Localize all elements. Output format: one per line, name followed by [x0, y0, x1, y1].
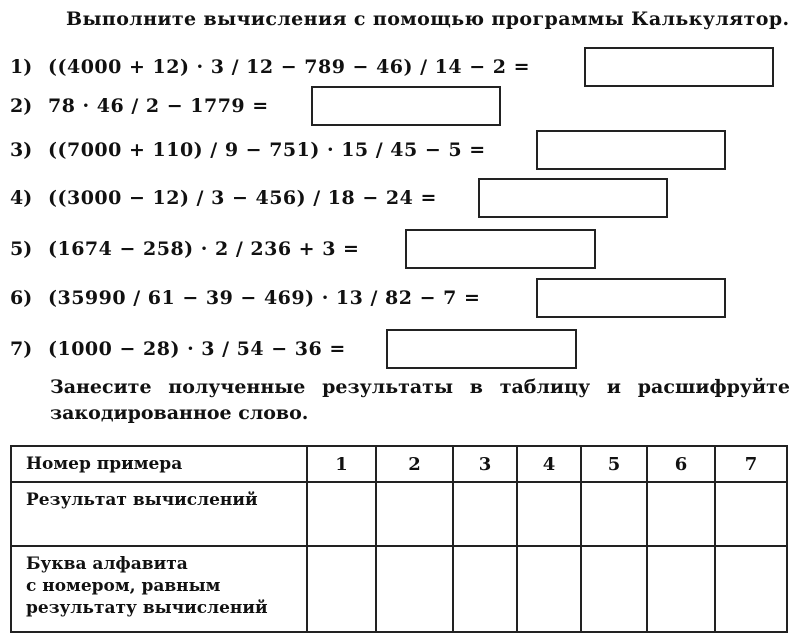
result-row-label: Результат вычислений: [11, 482, 307, 546]
result-cell[interactable]: [307, 482, 376, 546]
task-expression: (35990 / 61 − 39 − 469) · 13 / 82 − 7 =: [48, 287, 481, 309]
result-cell[interactable]: [715, 482, 787, 546]
letter-cell[interactable]: [307, 546, 376, 632]
column-number: 1: [307, 446, 376, 482]
page-title: Выполните вычисления с помощью программы Калькулятор.: [66, 8, 790, 30]
instructions: [50, 374, 790, 426]
result-cell[interactable]: [453, 482, 517, 546]
letter-row-label: [11, 546, 307, 632]
result-cell[interactable]: [376, 482, 453, 546]
result-cell[interactable]: [647, 482, 715, 546]
task-number: 2): [10, 95, 33, 117]
letter-cell[interactable]: [715, 546, 787, 632]
answer-box-2[interactable]: [311, 86, 501, 126]
task-1: [10, 47, 530, 87]
table-header-row: [11, 446, 787, 482]
column-number: 2: [376, 446, 453, 482]
task-number: 1): [10, 56, 33, 78]
result-cell[interactable]: [517, 482, 581, 546]
answer-box-4[interactable]: [478, 178, 668, 218]
task-3: [10, 130, 486, 170]
task-number: 6): [10, 287, 33, 309]
answer-box-5[interactable]: [405, 229, 596, 269]
column-number: 4: [517, 446, 581, 482]
letter-cell[interactable]: [581, 546, 647, 632]
task-expression: ((4000 + 12) · 3 / 12 − 789 − 46) / 14 − 2 =: [48, 56, 531, 78]
task-2: [10, 86, 269, 126]
answer-box-6[interactable]: [536, 278, 726, 318]
task-expression: ((7000 + 110) / 9 − 751) · 15 / 45 − 5 =: [48, 139, 486, 161]
result-cell[interactable]: [581, 482, 647, 546]
letter-cell[interactable]: [376, 546, 453, 632]
answer-box-7[interactable]: [386, 329, 577, 369]
letter-row-label-line: результату вычислений: [26, 598, 268, 618]
letter-row-label-line: Буква алфавита: [26, 554, 188, 574]
answer-box-3[interactable]: [536, 130, 726, 170]
instructions-line-1: Занесите полученные результаты в таблицу и расшифруйте: [50, 376, 790, 398]
column-number: 6: [647, 446, 715, 482]
answer-box-1[interactable]: [584, 47, 774, 87]
task-expression: ((3000 − 12) / 3 − 456) / 18 − 24 =: [48, 187, 437, 209]
header-label: Номер примера: [11, 446, 307, 482]
task-6: [10, 278, 480, 318]
task-expression: (1000 − 28) · 3 / 54 − 36 =: [48, 338, 346, 360]
task-5: [10, 229, 359, 269]
task-4: [10, 178, 437, 218]
column-number: 3: [453, 446, 517, 482]
letter-row: [11, 546, 787, 632]
letter-row-label-line: с номером, равным: [26, 576, 221, 596]
task-expression: (1674 − 258) · 2 / 236 + 3 =: [48, 238, 360, 260]
letter-cell[interactable]: [647, 546, 715, 632]
task-number: 3): [10, 139, 33, 161]
task-number: 7): [10, 338, 33, 360]
task-expression: 78 · 46 / 2 − 1779 =: [48, 95, 269, 117]
column-number: 7: [715, 446, 787, 482]
result-row: [11, 482, 787, 546]
results-table: [10, 445, 788, 633]
letter-cell[interactable]: [453, 546, 517, 632]
task-number: 5): [10, 238, 33, 260]
task-number: 4): [10, 187, 33, 209]
letter-cell[interactable]: [517, 546, 581, 632]
column-number: 5: [581, 446, 647, 482]
task-7: [10, 329, 346, 369]
instructions-line-2: закодированное слово.: [50, 402, 309, 424]
